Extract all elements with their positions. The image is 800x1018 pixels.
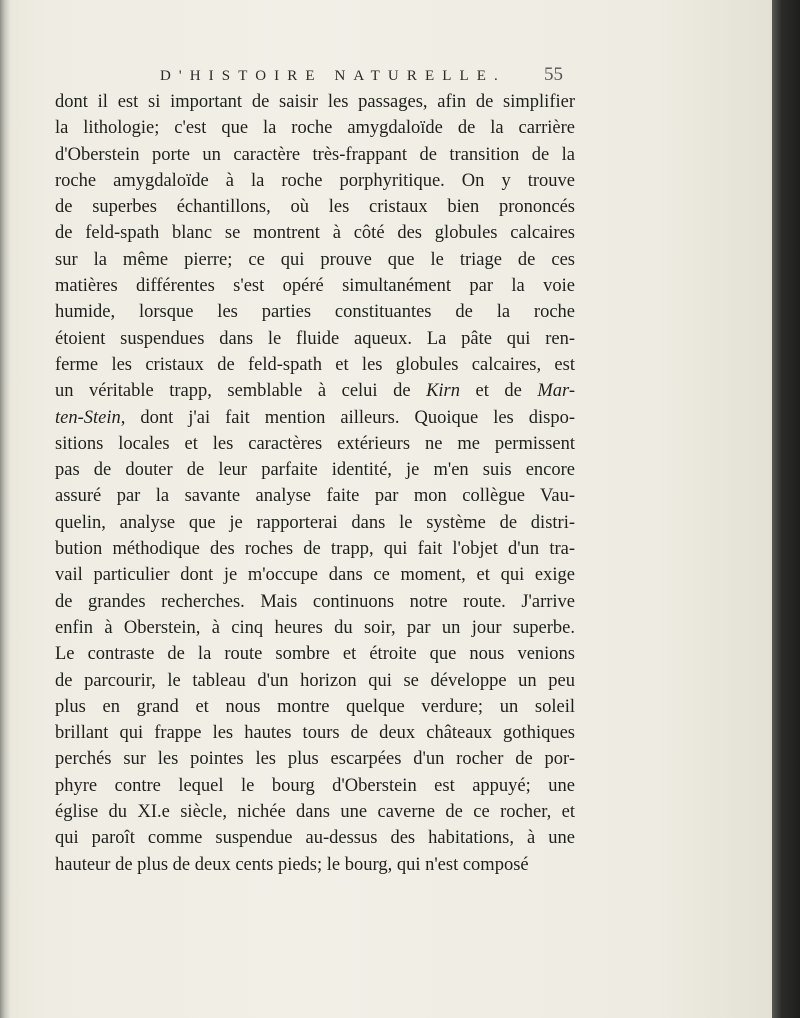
text-line bbox=[55, 405, 575, 431]
place-name-kirn: Kirn bbox=[426, 381, 460, 402]
text-line: dont il est si important de saisir les passages, afin de simplifier bbox=[55, 92, 575, 112]
text-run: et de bbox=[460, 381, 538, 402]
text-line: étoient suspendues dans le fluide aqueux. La pâte qui ren- bbox=[55, 328, 575, 349]
text-line: sitions locales et les caractères extérieurs ne me permissent bbox=[55, 433, 575, 454]
text-line: roche amygdaloïde à la roche porphyritique. On y trouve bbox=[55, 170, 575, 191]
text-line: vail particulier dont je m'occupe dans ce moment, et qui exige bbox=[55, 565, 575, 586]
text-line: phyre contre lequel le bourg d'Oberstein est appuyé; une bbox=[55, 775, 575, 796]
text-line: pas de douter de leur parfaite identité, je m'en suis encore bbox=[55, 460, 575, 481]
place-name-marten-stein: Mar- bbox=[537, 381, 576, 402]
text-run: , dont j'ai fait mention ailleurs. Quoique les dispo- bbox=[120, 407, 575, 428]
text-line: qui paroît comme suspendue au-dessus des habitations, à une bbox=[55, 828, 575, 849]
text-line: la lithologie; c'est que la roche amygdaloïde de la carrière bbox=[55, 118, 575, 139]
text-line: hauteur de plus de deux cents pieds; le bourg, qui n'est composé bbox=[55, 854, 529, 875]
text-line: perchés sur les pointes les plus escarpées d'un rocher de por- bbox=[55, 749, 575, 770]
text-line: de feld-spath blanc se montrent à côté des globules calcaires bbox=[55, 223, 575, 244]
body-text bbox=[55, 89, 575, 878]
text-line: Le contraste de la route sombre et étroite que nous venions bbox=[55, 644, 575, 665]
text-line: enfin à Oberstein, à cinq heures du soir, par un jour superbe. bbox=[55, 617, 575, 638]
page-gutter-shadow bbox=[0, 0, 10, 1018]
text-line bbox=[55, 378, 575, 404]
text-line: bution méthodique des roches de trapp, qui fait l'objet d'un tra- bbox=[55, 539, 575, 560]
text-line: brillant qui frappe les hautes tours de deux châteaux gothiques bbox=[55, 723, 575, 744]
place-name-marten-stein-cont: ten-Stein bbox=[55, 407, 121, 428]
text-line: assuré par la savante analyse faite par mon collègue Vau- bbox=[55, 486, 575, 507]
book-edge-shadow bbox=[772, 0, 800, 1018]
text-line: église du XI.e siècle, nichée dans une caverne de ce rocher, et bbox=[55, 802, 575, 823]
running-title: D'HISTOIRE NATURELLE. bbox=[160, 68, 506, 84]
text-line: ferme les cristaux de feld-spath et les globules calcaires, est bbox=[55, 354, 575, 375]
text-run: un véritable trapp, semblable à celui de bbox=[55, 381, 427, 402]
text-line: plus en grand et nous montre quelque verdure; un soleil bbox=[55, 696, 575, 717]
text-line: de grandes recherches. Mais continuons notre route. J'arrive bbox=[55, 591, 575, 612]
text-line: d'Oberstein porte un caractère très-frappant de transition de la bbox=[55, 144, 575, 165]
text-line: quelin, analyse que je rapporterai dans le système de distri- bbox=[55, 512, 575, 533]
text-line: de superbes échantillons, où les cristaux bien prononcés bbox=[55, 197, 575, 218]
text-line: sur la même pierre; ce qui prouve que le triage de ces bbox=[55, 249, 575, 270]
text-line: de parcourir, le tableau d'un horizon qui se développe un peu bbox=[55, 670, 575, 691]
text-line: matières différentes s'est opéré simultanément par la voie bbox=[55, 276, 575, 297]
text-line: humide, lorsque les parties constituantes de la roche bbox=[55, 302, 575, 323]
page-number: 55 bbox=[544, 64, 563, 85]
